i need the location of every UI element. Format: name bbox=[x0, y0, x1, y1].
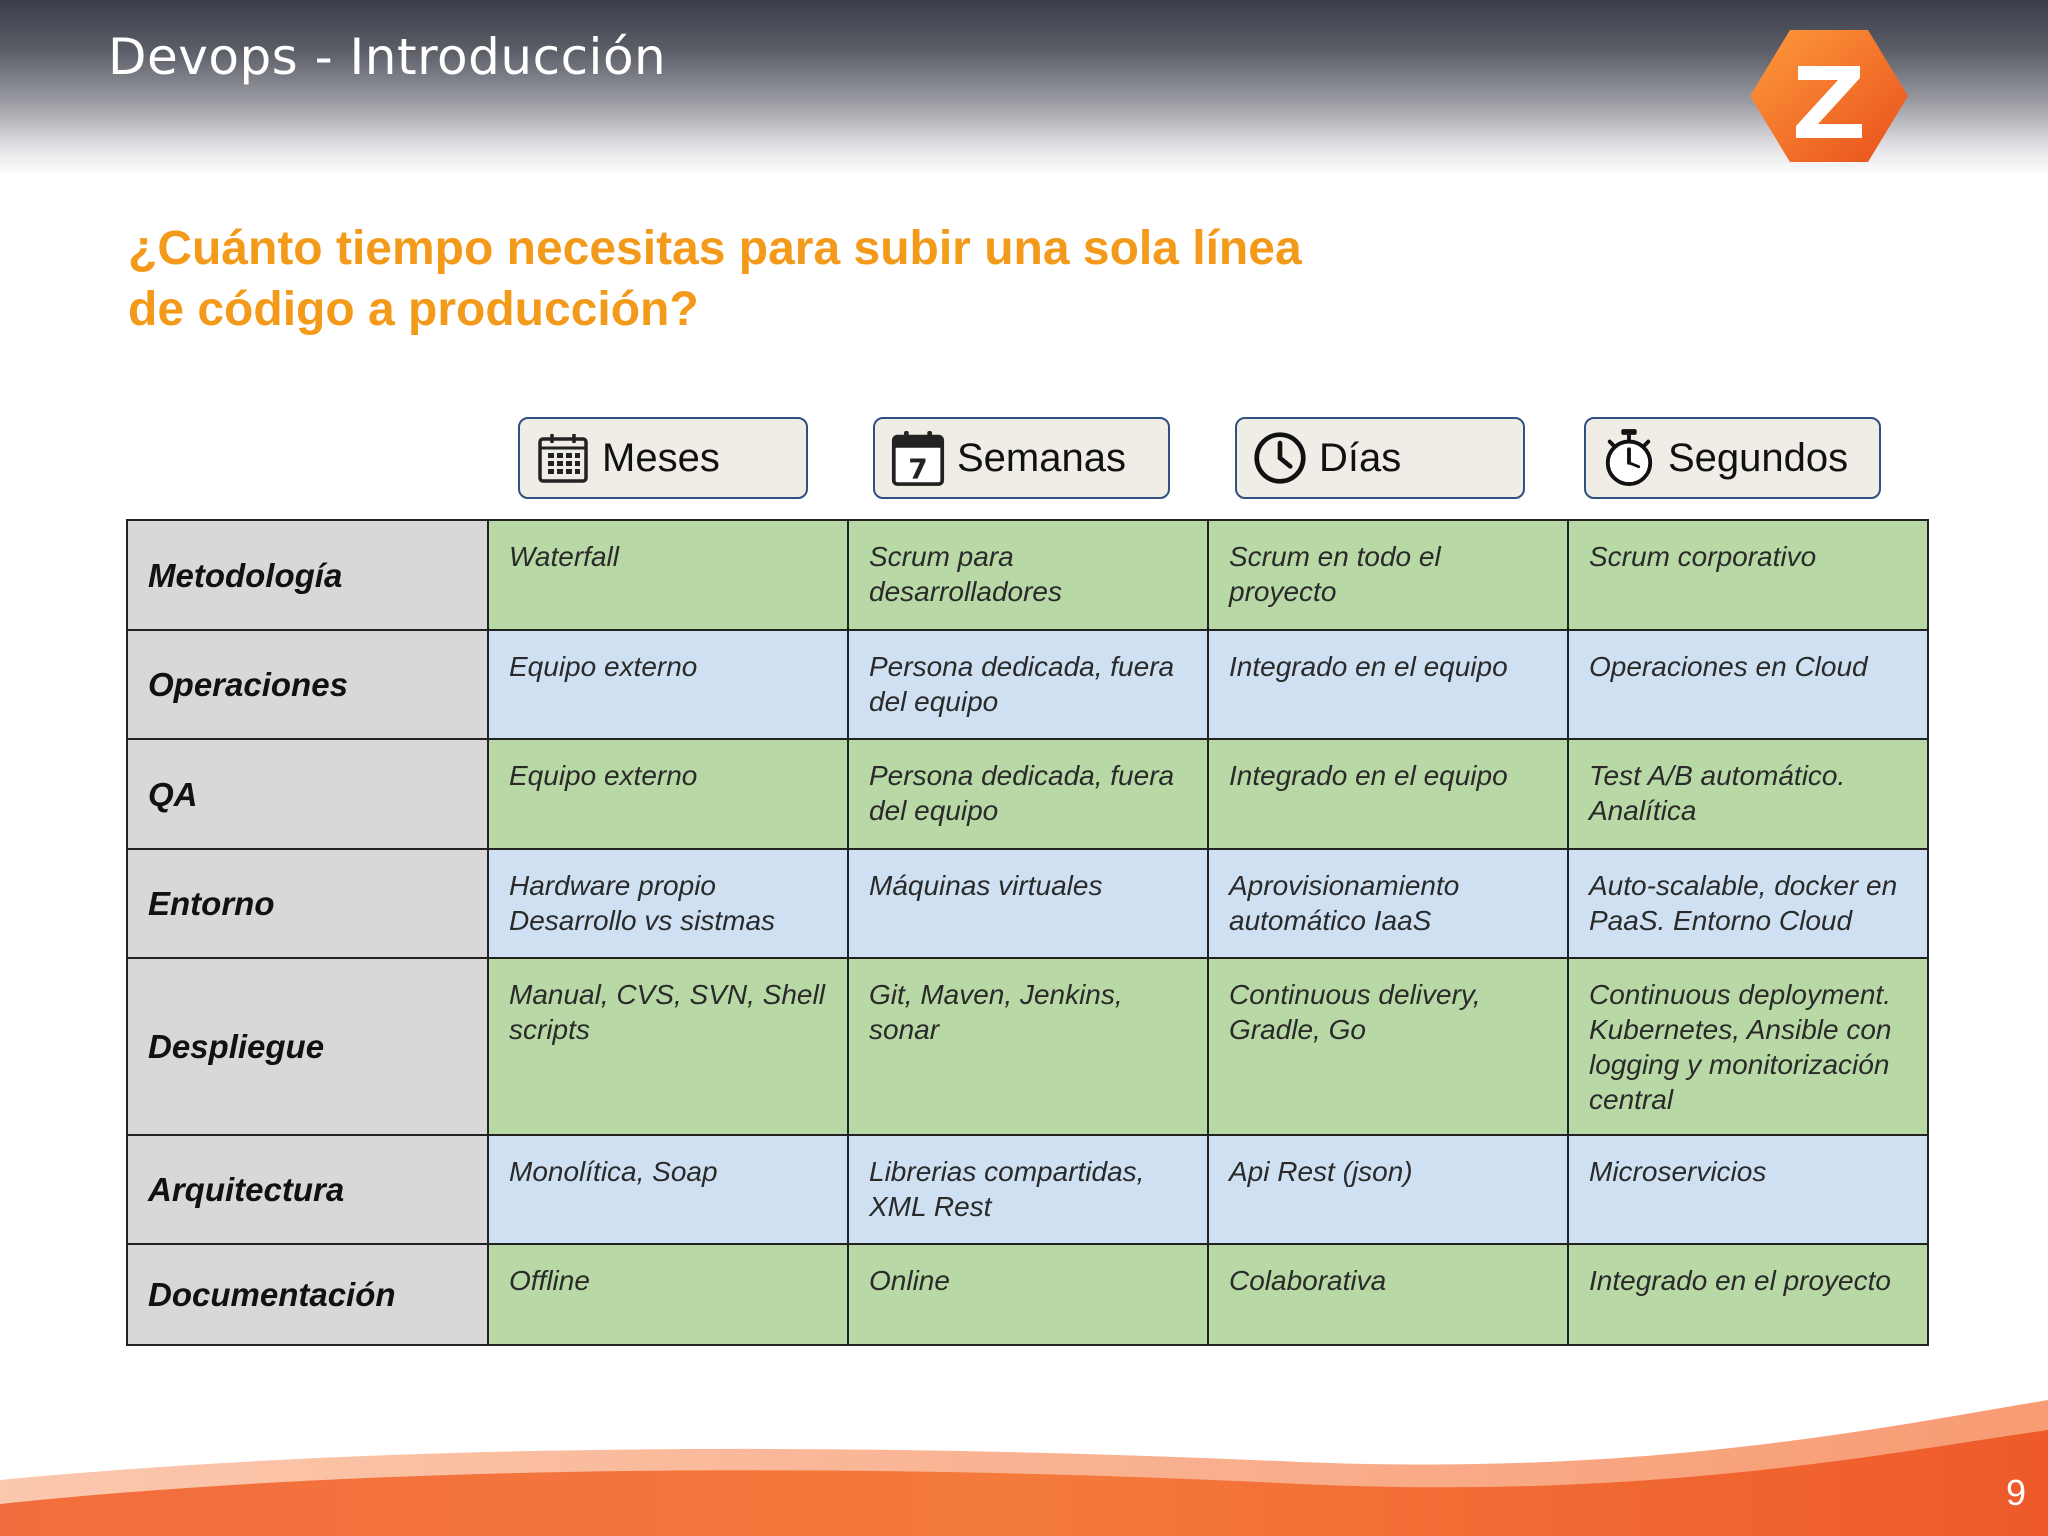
time-scale-label: Segundos bbox=[1668, 435, 1849, 480]
time-scale-label: Meses bbox=[602, 435, 720, 480]
table-cell: Scrum corporativo bbox=[1568, 520, 1928, 630]
table-row-qa bbox=[127, 739, 1928, 849]
question-heading bbox=[128, 218, 1428, 340]
time-scale-label: Días bbox=[1319, 435, 1402, 480]
question-line-2: de código a producción? bbox=[128, 283, 699, 336]
time-scale-label: Semanas bbox=[957, 435, 1126, 480]
table-row-arquitectura bbox=[127, 1135, 1928, 1244]
table-cell: Persona dedicada, fuera del equipo bbox=[848, 739, 1208, 849]
table-cell: Máquinas virtuales bbox=[848, 849, 1208, 958]
table-cell: Auto-scalable, docker en PaaS. Entorno Cloud bbox=[1568, 849, 1928, 958]
table-cell: Test A/B automático. Analítica bbox=[1568, 739, 1928, 849]
devops-comparison-table bbox=[126, 519, 1929, 1346]
table-row-documentacion bbox=[127, 1244, 1928, 1345]
row-header: QA bbox=[127, 739, 488, 849]
table-cell: Scrum para desarrolladores bbox=[848, 520, 1208, 630]
svg-text:7: 7 bbox=[908, 452, 928, 486]
table-cell: Microservicios bbox=[1568, 1135, 1928, 1244]
table-row-entorno bbox=[127, 849, 1928, 958]
calendar-7-icon bbox=[891, 427, 945, 489]
table-cell: Manual, CVS, SVN, Shell scripts bbox=[488, 958, 848, 1135]
clock-icon bbox=[1253, 427, 1307, 489]
time-scale-meses bbox=[518, 417, 808, 499]
table-cell: Equipo externo bbox=[488, 739, 848, 849]
table-cell: Colaborativa bbox=[1208, 1244, 1568, 1345]
table-cell: Integrado en el equipo bbox=[1208, 630, 1568, 739]
table-cell: Hardware propio Desarrollo vs sistmas bbox=[488, 849, 848, 958]
table-cell: Monolítica, Soap bbox=[488, 1135, 848, 1244]
calendar-grid-icon bbox=[536, 427, 590, 489]
time-scale-semanas bbox=[873, 417, 1170, 499]
table-cell: Equipo externo bbox=[488, 630, 848, 739]
question-line-1: ¿Cuánto tiempo necesitas para subir una sola línea bbox=[128, 222, 1302, 275]
row-header: Despliegue bbox=[127, 958, 488, 1135]
time-scale-segundos bbox=[1584, 417, 1881, 499]
table-row-despliegue bbox=[127, 958, 1928, 1135]
table-cell: Offline bbox=[488, 1244, 848, 1345]
table-row-metodologia bbox=[127, 520, 1928, 630]
table-cell: Waterfall bbox=[488, 520, 848, 630]
row-header: Documentación bbox=[127, 1244, 488, 1345]
table-row-operaciones bbox=[127, 630, 1928, 739]
time-scale-dias bbox=[1235, 417, 1525, 499]
table-cell: Online bbox=[848, 1244, 1208, 1345]
footer-wave-decoration bbox=[0, 1400, 2048, 1536]
table-cell: Integrado en el equipo bbox=[1208, 739, 1568, 849]
table-cell: Api Rest (json) bbox=[1208, 1135, 1568, 1244]
table-cell: Integrado en el proyecto bbox=[1568, 1244, 1928, 1345]
table-cell: Git, Maven, Jenkins, sonar bbox=[848, 958, 1208, 1135]
table-cell: Librerias compartidas, XML Rest bbox=[848, 1135, 1208, 1244]
page-number: 9 bbox=[2005, 1472, 2026, 1513]
deck-title: Devops - Introducción bbox=[108, 28, 667, 86]
row-header: Metodología bbox=[127, 520, 488, 630]
table-cell: Continuous delivery, Gradle, Go bbox=[1208, 958, 1568, 1135]
company-logo bbox=[1748, 26, 1910, 166]
header-band bbox=[0, 0, 2048, 175]
table-cell: Scrum en todo el proyecto bbox=[1208, 520, 1568, 630]
row-header: Arquitectura bbox=[127, 1135, 488, 1244]
row-header: Operaciones bbox=[127, 630, 488, 739]
stopwatch-icon bbox=[1602, 427, 1656, 489]
table-cell: Continuous deployment. Kubernetes, Ansible con logging y monitorización central bbox=[1568, 958, 1928, 1135]
table-cell: Operaciones en Cloud bbox=[1568, 630, 1928, 739]
row-header: Entorno bbox=[127, 849, 488, 958]
table-cell: Persona dedicada, fuera del equipo bbox=[848, 630, 1208, 739]
table-cell: Aprovisionamiento automático IaaS bbox=[1208, 849, 1568, 958]
